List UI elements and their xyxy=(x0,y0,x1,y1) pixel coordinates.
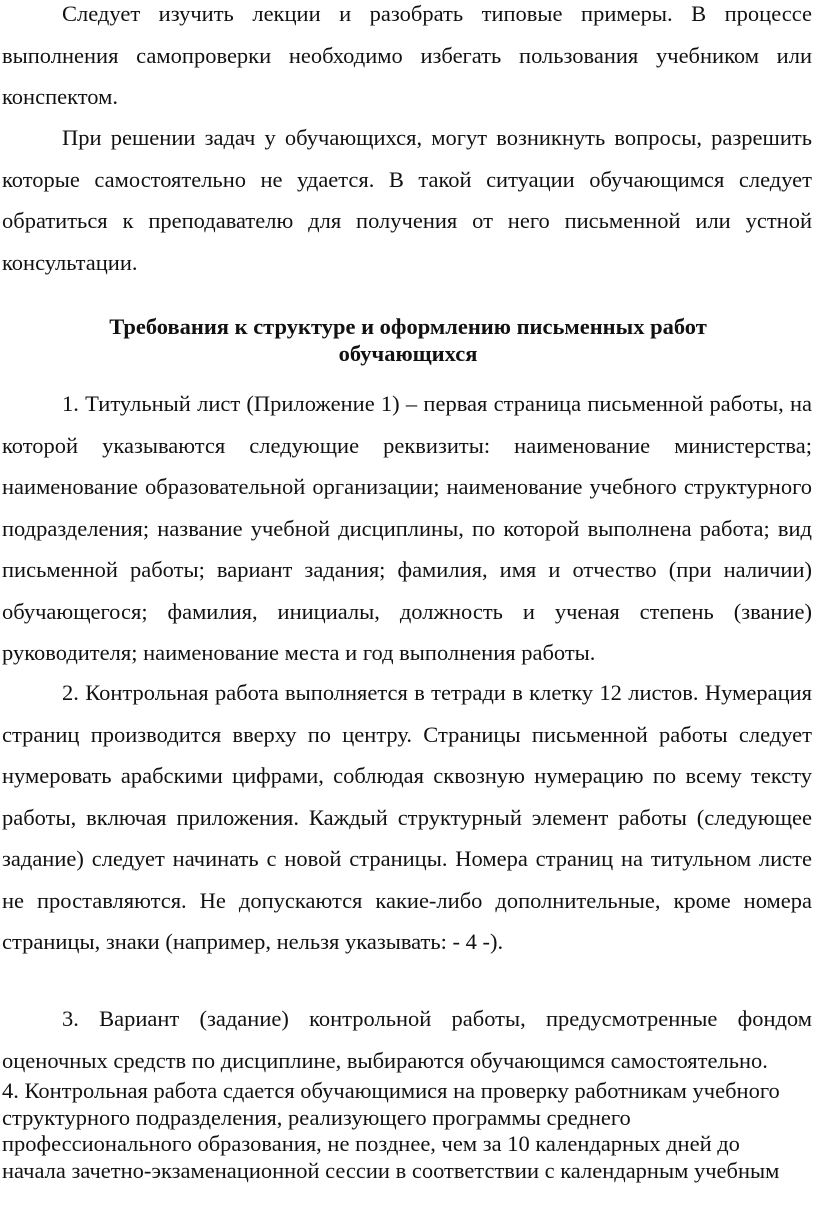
requirement-item-1: 1. Титульный лист (Приложение 1) – первая страница письменной работы, на которой указываются следующие реквизиты: наименование министерства; наименование образовательной организации; наименование учебного структурного подразделения; название учебной дисциплины, по которой выполнена работа; вид письменной работы; вариант задания; фамилия, имя и отчество (при наличии) обучающегося; фамилия, инициалы, должность и ученая степень (звание) руководителя; наименование места и год выполнения работы. xyxy=(2,391,812,665)
section-heading-line-1: Требования к структуре и оформлению письменных работ xyxy=(109,314,707,339)
requirement-item-2: 2. Контрольная работа выполняется в тетради в клетку 12 листов. Нумерация страниц производится вверху по центру. Страницы письменной работы следует нумеровать арабскими цифрами, соблюдая сквозную нумерацию по всему тексту работы, включая приложения. Каждый структурный элемент работы (следующее задание) следует начинать с новой страницы. Номера страниц на титульном листе не проставляются. Не допускаются какие-либо дополнительные, кроме номера страницы, знаки (например, нельзя указывать: - 4 -). xyxy=(2,680,812,954)
requirement-item-3: 3. Вариант (задание) контрольной работы, предусмотренные фондом оценочных средств по дисциплине, выбираются обучающимся самостоятельно. xyxy=(2,1006,812,1073)
requirement-item-4: 4. Контрольная работа сдается обучающимися на проверку работникам учебного структурного подразделения, реализующего программы среднего профессионального образования, не позднее, чем за 10 календарных дней до начала зачетно-экзаменационной сессии в соответствии с календарным учебным xyxy=(2,1078,780,1183)
paragraph-consultation: При решении задач у обучающихся, могут возникнуть вопросы, разрешить которые самостоятельно не удается. В такой ситуации обучающимся следует обратиться к преподавателю для получения от него письменной или устной консультации. xyxy=(2,125,812,275)
section-heading xyxy=(0,313,816,367)
section-heading-line-2: обучающихся xyxy=(338,341,478,366)
paragraph-self-check: Следует изучить лекции и разобрать типовые примеры. В процессе выполнения самопроверки необходимо избегать пользования учебником или конспектом. xyxy=(2,1,812,109)
